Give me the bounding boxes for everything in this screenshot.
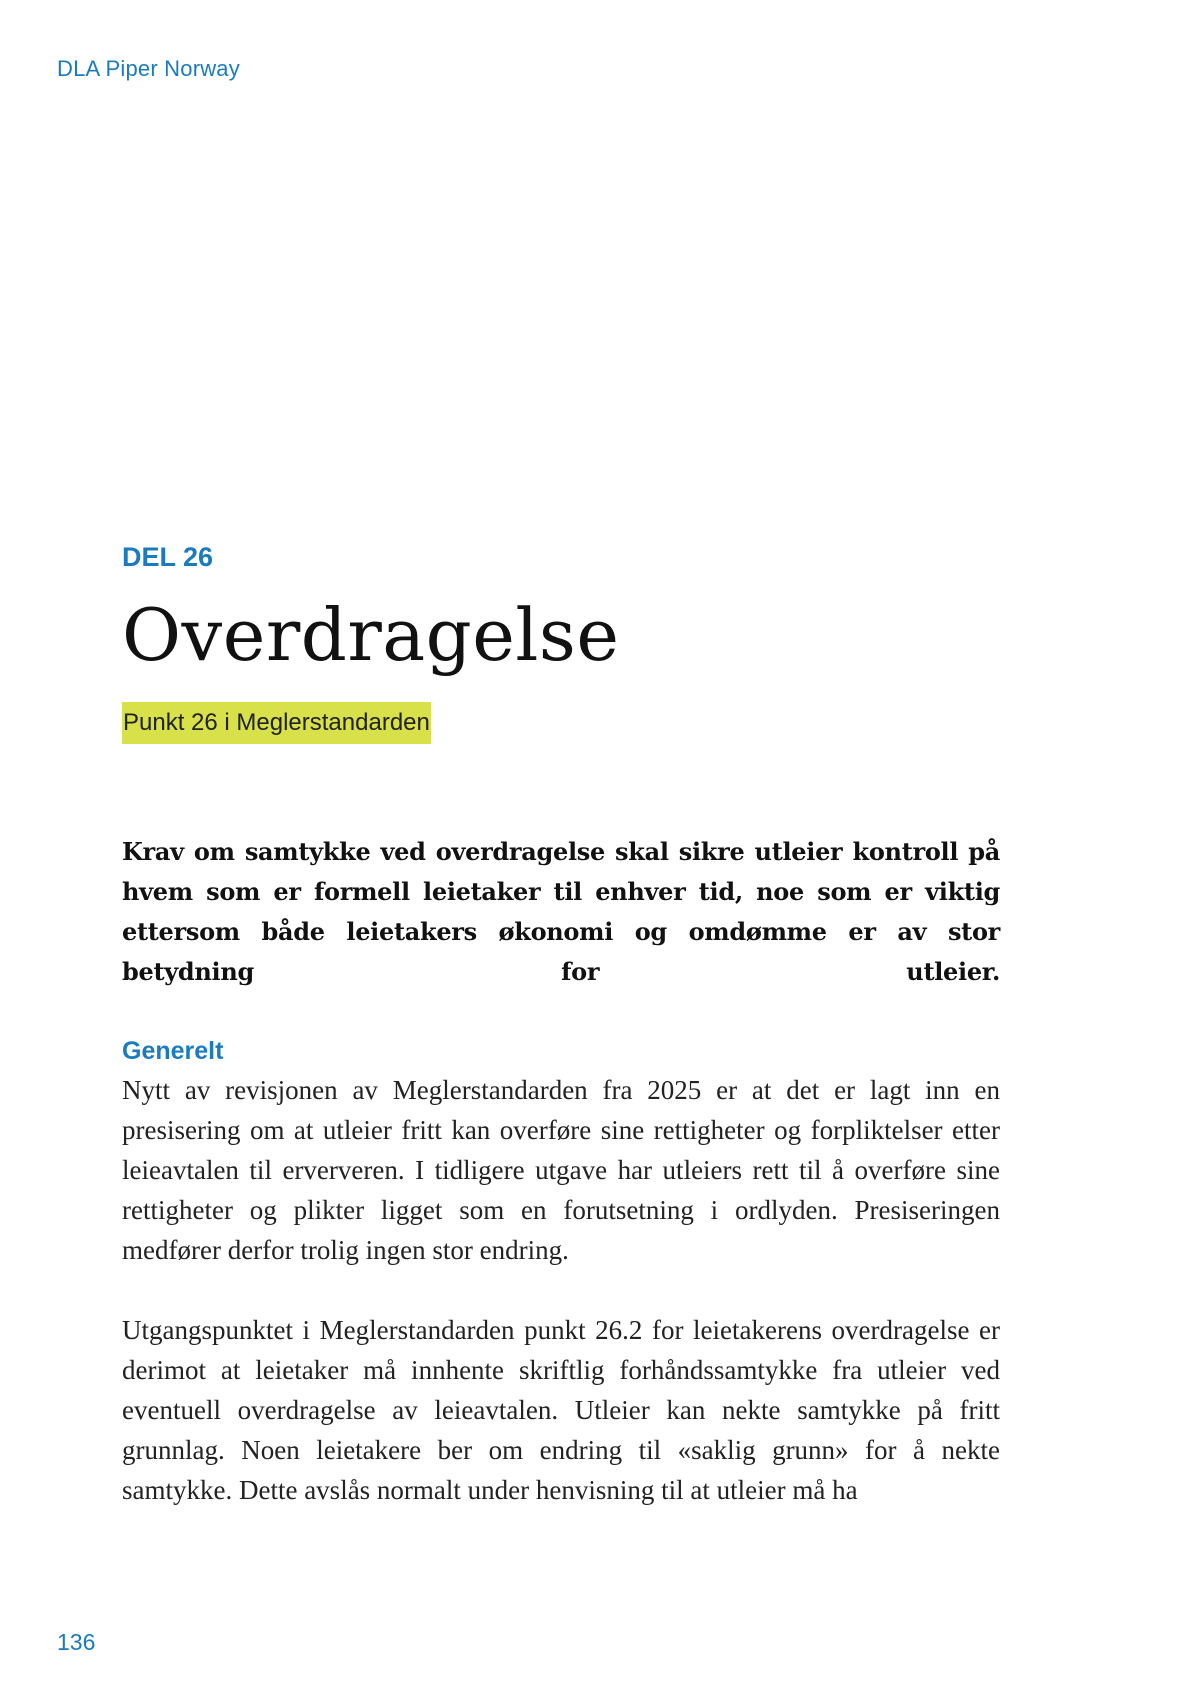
subheading-generelt: Generelt [122,1037,224,1065]
highlighted-subtitle: Punkt 26 i Meglerstandarden [122,702,431,744]
main-content [122,540,1000,1510]
lead-paragraph: Krav om samtykke ved overdragelse skal sikre utleier kontroll på hvem som er formell leietaker til enhver tid, noe som er viktig ettersom både leietakers økonomi og omdømme er av stor betydning for utleier. [122,837,1000,986]
section-label: DEL 26 [122,542,214,572]
body-paragraph: Nytt av revisjonen av Meglerstandarden fra 2025 er at det er lagt inn en presisering om at utleier fritt kan overføre sine rettigheter og forpliktelser etter leieavtalen til erververen. I tidligere utgave har utleiers rett til å overføre sine rettigheter og plikter ligget som en forutsetning i ordlyden. Presiseringen medfører derfor trolig ingen stor endring. [122,1075,1000,1265]
running-header: DLA Piper Norway [57,56,240,81]
page-title: Overdragelse [122,593,620,677]
body-paragraph: Utgangspunktet i Meglerstandarden punkt 26.2 for leietakerens overdragelse er derimot at leietaker må innhente skriftlig forhåndssamtykke fra utleier ved eventuell overdragelse av leieavtalen. Utleier kan nekte samtykke på fritt grunnlag. Noen leietakere ber om endring til «saklig grunn» for å nekte samtykke. Dette avslås normalt under henvisning til at utleier må ha [122,1315,1000,1505]
page-number: 136 [57,1629,96,1655]
